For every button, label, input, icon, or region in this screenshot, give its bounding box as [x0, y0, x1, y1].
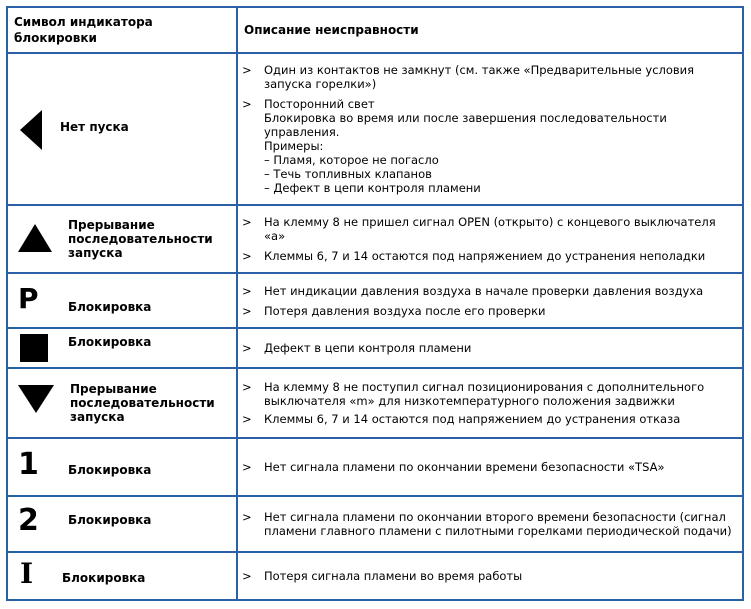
- list-item: > Нет сигнала пламени по окончании времени безопасности «TSA»: [242, 460, 665, 474]
- row-label: Прерывание последовательности запуска: [68, 218, 213, 260]
- letter-p-icon: P: [18, 282, 39, 315]
- table-header-row: [7, 7, 743, 53]
- sub-line: Примеры:: [264, 139, 324, 153]
- row-label: Прерывание последовательности запуска: [70, 382, 215, 424]
- row-label: Блокировка: [68, 300, 152, 314]
- list-item: > Нет индикации давления воздуха в начале проверки давления воздуха: [242, 283, 704, 298]
- table-row: [7, 328, 743, 368]
- sub-line: – Течь топливных клапанов: [264, 167, 432, 181]
- list-item: > Потеря давления воздуха после его проверки: [242, 303, 546, 318]
- table-row: [7, 368, 743, 438]
- triangle-left-icon: [20, 110, 42, 150]
- lockout-table: [6, 6, 744, 601]
- row-label: Блокировка: [68, 335, 152, 349]
- sub-line: – Дефект в цепи контроля пламени: [264, 181, 481, 195]
- table-row: [7, 552, 743, 600]
- list-item: > Потеря сигнала пламени во время работы: [242, 569, 523, 583]
- table-row: [7, 205, 743, 273]
- triangle-down-icon: [18, 385, 54, 413]
- sub-line: – Пламя, которое не погасло: [264, 153, 439, 167]
- triangle-up-icon: [18, 224, 52, 252]
- table-row: [7, 438, 743, 496]
- list-item: > Дефект в цепи контроля пламени: [242, 341, 472, 355]
- table-row: [7, 53, 743, 205]
- list-item: > Посторонний свет: [242, 97, 375, 111]
- row-label: Блокировка: [68, 513, 152, 527]
- list-item: > Один из контактов не замкнут (см. также «Предварительные условия запуска горелки»): [242, 63, 695, 91]
- row-label: Блокировка: [68, 463, 152, 477]
- row-label: Блокировка: [62, 571, 146, 585]
- list-item: > Клеммы 6, 7 и 14 остаются под напряжением до устранения неполадки: [242, 249, 706, 263]
- digit-2-icon: 2: [18, 503, 39, 538]
- table-row: [7, 496, 743, 552]
- letter-i-icon: I: [20, 557, 34, 590]
- square-icon: [20, 334, 48, 362]
- row-label: Нет пуска: [60, 120, 129, 134]
- digit-1-icon: 1: [18, 447, 39, 482]
- table-row: [7, 273, 743, 328]
- list-item: > На клемму 8 не пришел сигнал OPEN (открыто) с концевого выключателя «а»: [242, 215, 716, 243]
- header-symbol: Символ индикатора блокировки: [7, 7, 237, 53]
- list-item: > Нет сигнала пламени по окончании второго времени безопасности (сигнал пламени главного пламени с пилотными горелками периодической подачи): [242, 510, 732, 538]
- sub-line: Блокировка во время или после завершения последовательности управления.: [264, 111, 667, 139]
- list-item: > Клеммы 6, 7 и 14 остаются под напряжением до устранения отказа: [242, 412, 681, 426]
- list-item: > На клемму 8 не поступил сигнал позиционирования с дополнительного выключателя «m» для низкотемпературного положения задвижки: [242, 380, 705, 408]
- header-description: Описание неисправности: [237, 7, 743, 53]
